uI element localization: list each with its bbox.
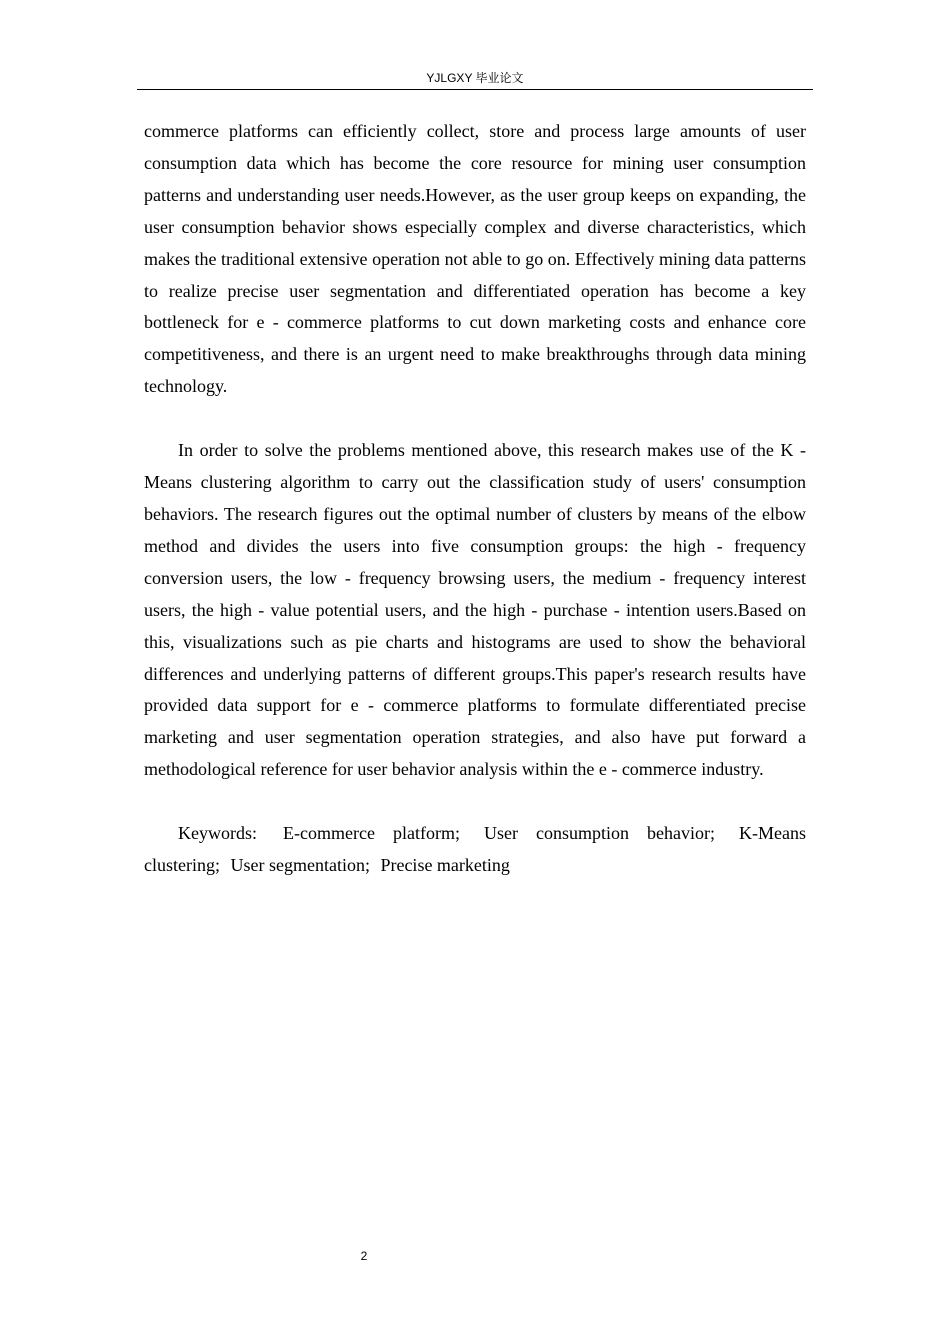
keyword-item: User segmentation;: [230, 855, 370, 876]
keyword-item: E-commerce platform;: [283, 823, 460, 844]
keywords-line: [144, 818, 806, 882]
header-text: YJLGXY 毕业论文: [426, 71, 524, 85]
keyword-item: K-Means clustering;: [144, 823, 807, 876]
page-number: 2: [360, 1249, 368, 1263]
keyword-item: Precise marketing: [380, 855, 510, 876]
page-header: [137, 70, 813, 90]
keyword-item: User consumption behavior;: [484, 823, 716, 844]
body-text: [144, 116, 806, 882]
paragraph-continued: commerce platforms can efficiently collect, store and process large amounts of user consumption data which has become the core resource for mining user consumption patterns and understanding user needs.However, as the user group keeps on expanding, the user consumption behavior shows especially complex and diverse characteristics, which makes the traditional extensive operation not able to go on. Effectively mining data patterns to realize precise user segmentation and differentiated operation has become a key bottleneck for e - commerce platforms to cut down marketing costs and enhance core competitiveness, and there is an urgent need to make breakthroughs through data mining technology.: [144, 121, 806, 397]
paragraph-method: In order to solve the problems mentioned above, this research makes use of the K - Means clustering algorithm to carry out the classification study of users' consumption behaviors. The research figures out the optimal number of clusters by means of the elbow method and divides the users into five consumption groups: the high - frequency conversion users, the low - frequency browsing users, the medium - frequency interest users, the high - value potential users, and the high - purchase - intention users.Based on this, visualizations such as pie charts and histograms are used to show the behavioral differences and underlying patterns of different groups.This paper's research results have provided data support for e - commerce platforms to formulate differentiated precise marketing and user segmentation operation strategies, and also have put forward a methodological reference for user behavior analysis within the e - commerce industry.: [144, 440, 806, 780]
paragraph-gap: [144, 786, 806, 818]
paragraph-gap: [144, 403, 806, 435]
keywords-label: Keywords:: [178, 823, 257, 844]
